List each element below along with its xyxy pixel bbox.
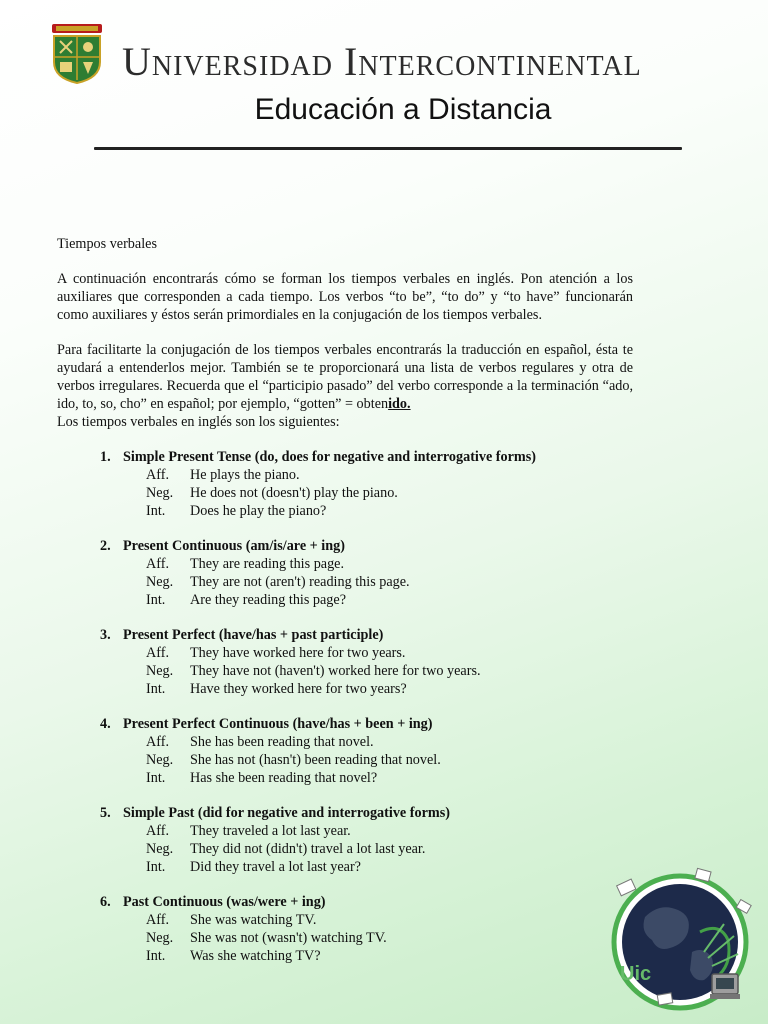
tense-item (57, 715, 633, 787)
tense-title: 6. Past Continuous (was/were + ing) (100, 894, 326, 910)
tense-item (57, 804, 633, 876)
intro-paragraph-3: Los tiempos verbales en inglés son los siguientes: (57, 414, 340, 430)
example-interrogative: Int. Does he play the piano? (146, 503, 327, 519)
page-subtitle: Educación a Distancia (254, 93, 552, 126)
example-interrogative: Int. Has she been reading that novel? (146, 770, 378, 786)
logo-text: Uic (620, 963, 652, 985)
example-negative: Neg. She was not (wasn't) watching TV. (146, 930, 387, 946)
tense-item (57, 626, 633, 698)
example-negative: Neg. She has not (hasn't) been reading that novel. (146, 752, 441, 768)
intro-paragraph-1: A continuación encontrarás cómo se forman los tiempos verbales en inglés. Pon atención a los auxiliares que corresponden a cada tiempo. Los verbos “to be”, “to do” y “to have” funcionarán como auxiliares y éstos serán primordiales en la conjugación de los tiempos verbales. (57, 271, 633, 323)
example-interrogative: Int. Was she watching TV? (146, 948, 321, 964)
tense-title: 3. Present Perfect (have/has + past participle) (100, 627, 384, 643)
example-interrogative: Int. Have they worked here for two years? (146, 681, 407, 697)
university-name: Universidad Intercontinental (122, 39, 642, 84)
example-affirmative: Aff. He plays the piano. (146, 467, 300, 483)
section-title: Tiempos verbales (57, 236, 157, 252)
tense-title: 2. Present Continuous (am/is/are + ing) (100, 538, 345, 554)
document-header (0, 0, 768, 160)
example-negative: Neg. They did not (didn't) travel a lot last year. (146, 841, 426, 857)
tense-item (57, 448, 633, 520)
example-affirmative: Aff. She was watching TV. (146, 912, 317, 928)
tense-title: 1. Simple Present Tense (do, does for negative and interrogative forms) (100, 449, 536, 465)
example-negative: Neg. He does not (doesn't) play the piano. (146, 485, 398, 501)
underlined-ending: ido. (388, 396, 411, 412)
intro-paragraph-2 (57, 341, 633, 413)
example-interrogative: Int. Did they travel a lot last year? (146, 859, 361, 875)
example-affirmative: Aff. They have worked here for two years. (146, 645, 406, 661)
example-interrogative: Int. Are they reading this page? (146, 592, 347, 608)
intro-paragraph-2-text: Para facilitarte la conjugación de los tiempos verbales encontrarás la traducción en español, ésta te ayudará a entenderlos mejor. También se te proporcionará una lista de verbos regulares y otra de verbos irregulares. Recuerda que el “participio pasado” del verbo corresponde a la terminación “ado, ido, to, so, cho” en español; por ejemplo, “gotten” = obten (57, 342, 633, 412)
university-crest-icon (48, 22, 106, 84)
tense-item (57, 893, 633, 965)
header-divider (94, 147, 682, 150)
tense-title: 4. Present Perfect Continuous (have/has + been + ing) (100, 716, 433, 732)
uic-globe-logo-icon (600, 862, 760, 1022)
document-body (57, 235, 633, 982)
tense-title: 5. Simple Past (did for negative and interrogative forms) (100, 805, 450, 821)
tense-item (57, 537, 633, 609)
example-affirmative: Aff. They traveled a lot last year. (146, 823, 351, 839)
example-affirmative: Aff. She has been reading that novel. (146, 734, 374, 750)
example-negative: Neg. They have not (haven't) worked here for two years. (146, 663, 481, 679)
example-negative: Neg. They are not (aren't) reading this page. (146, 574, 410, 590)
example-affirmative: Aff. They are reading this page. (146, 556, 345, 572)
tenses-list (57, 448, 633, 965)
